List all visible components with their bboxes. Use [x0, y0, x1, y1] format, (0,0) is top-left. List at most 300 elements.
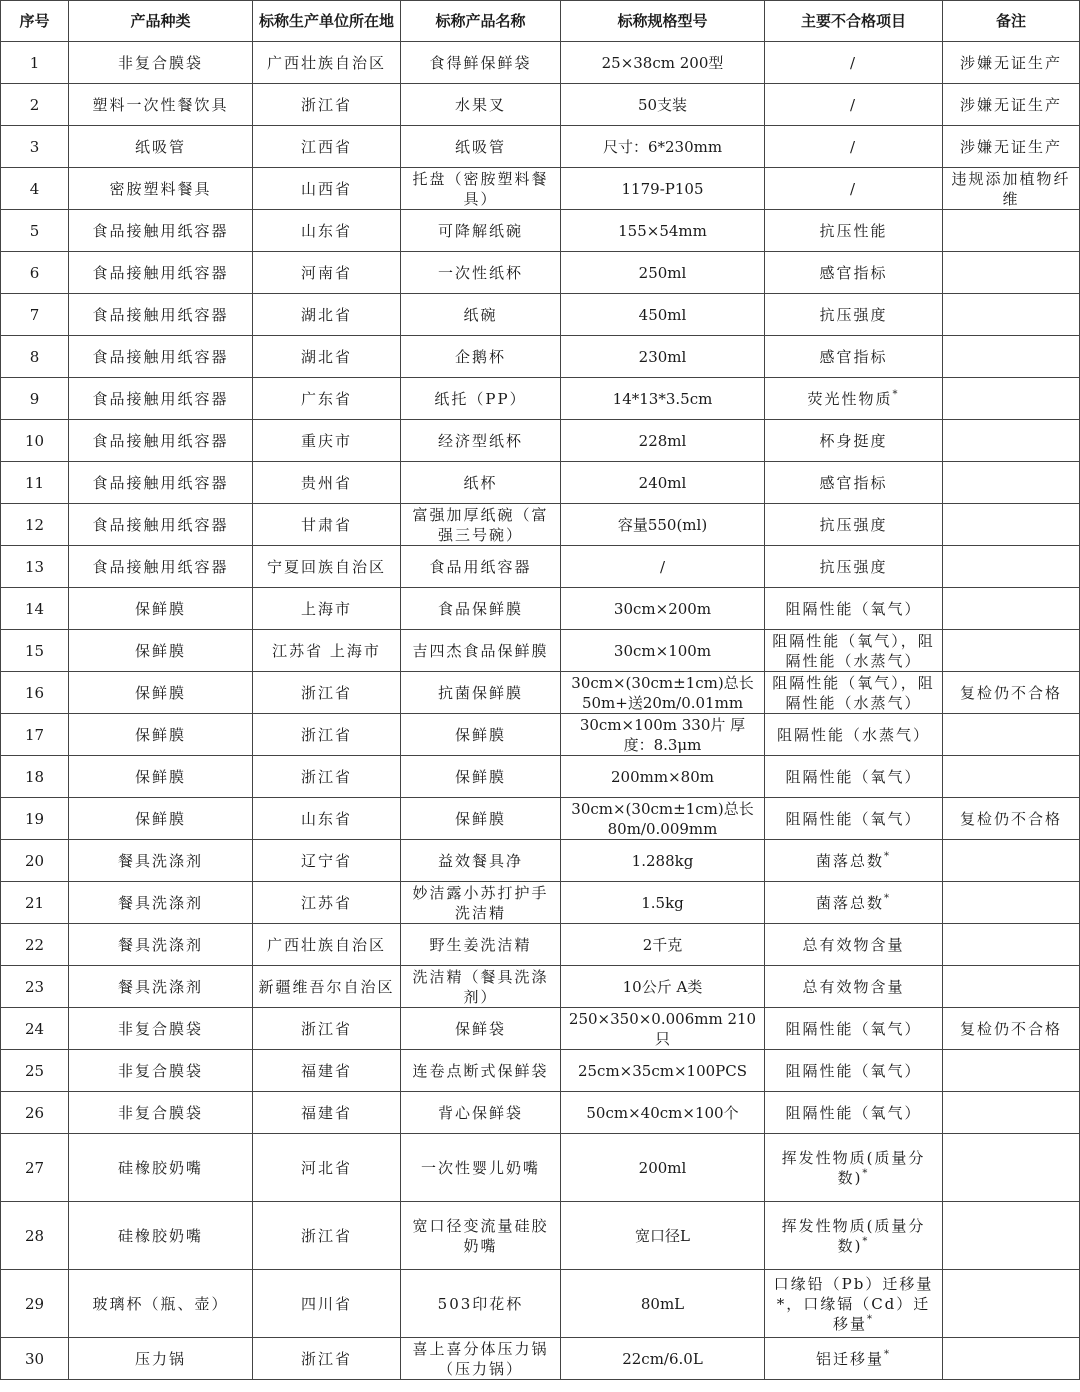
manufacturer-location	[253, 420, 401, 462]
product-category-text: 食品接触用纸容器	[92, 515, 229, 534]
remark	[943, 168, 1080, 210]
table-row	[1, 378, 1080, 420]
main-defect	[765, 42, 943, 84]
remark	[943, 1008, 1080, 1050]
row-number-text: 19	[24, 809, 45, 828]
manufacturer-location-text: 福建省	[300, 1103, 352, 1122]
row-number-text: 10	[24, 431, 45, 450]
manufacturer-location	[253, 168, 401, 210]
manufacturer-location	[253, 84, 401, 126]
product-name	[401, 1008, 561, 1050]
table-row	[1, 1050, 1080, 1092]
product-category	[69, 672, 253, 714]
table-row	[1, 1008, 1080, 1050]
product-name-text: 喜上喜分体压力锅（压力锅）	[412, 1339, 549, 1378]
manufacturer-location-text: 山东省	[300, 221, 352, 240]
remark	[943, 924, 1080, 966]
product-spec-text: 尺寸：6*230mm	[602, 137, 723, 156]
product-spec-text: 200mm×80m	[611, 767, 714, 786]
table-row	[1, 504, 1080, 546]
product-spec-text: 1.5kg	[641, 893, 684, 912]
table-row	[1, 42, 1080, 84]
product-category-text: 塑料一次性餐饮具	[92, 95, 229, 114]
manufacturer-location-text: 浙江省	[300, 95, 352, 114]
header-row	[1, 1, 1080, 42]
product-name	[401, 756, 561, 798]
product-spec-text: 50支装	[637, 95, 688, 114]
remark	[943, 630, 1080, 672]
main-defect-text: 阻隔性能（氧气）	[785, 599, 922, 618]
main-defect-text: 口缘铅（Pb）迁移量*，口缘镉（Cd）迁移量	[773, 1274, 934, 1333]
product-name	[401, 714, 561, 756]
product-spec-text: 50cm×40cm×100个	[586, 1103, 739, 1122]
product-name	[401, 378, 561, 420]
product-name-text: 纸碗	[463, 305, 498, 324]
product-name	[401, 798, 561, 840]
remark-text: 复检仍不合格	[959, 1019, 1062, 1038]
row-number	[1, 1134, 69, 1202]
product-category-text: 食品接触用纸容器	[92, 431, 229, 450]
manufacturer-location	[253, 966, 401, 1008]
product-category	[69, 1338, 253, 1380]
main-defect-text: 抗压强度	[819, 557, 888, 576]
product-category	[69, 966, 253, 1008]
manufacturer-location	[253, 1050, 401, 1092]
main-defect-text: 挥发性物质(质量分数)	[781, 1216, 926, 1255]
row-number-text: 11	[24, 473, 45, 492]
manufacturer-location-text: 江西省	[300, 137, 352, 156]
manufacturer-location-text: 浙江省	[300, 1019, 352, 1038]
row-number-text: 17	[24, 725, 45, 744]
product-name-text: 纸托（PP）	[434, 389, 527, 408]
row-number	[1, 252, 69, 294]
row-number-text: 15	[24, 641, 45, 660]
product-spec-text: 14*13*3.5cm	[612, 389, 713, 408]
product-category-text: 餐具洗涤剂	[117, 935, 203, 954]
product-category	[69, 714, 253, 756]
remark	[943, 294, 1080, 336]
product-category	[69, 798, 253, 840]
product-name-text: 纸吸管	[454, 137, 506, 156]
main-defect	[765, 84, 943, 126]
table-row	[1, 84, 1080, 126]
product-name-text: 富强加厚纸碗（富强三号碗）	[412, 505, 549, 544]
manufacturer-location	[253, 798, 401, 840]
row-number	[1, 714, 69, 756]
main-defect	[765, 294, 943, 336]
product-category	[69, 756, 253, 798]
main-defect-text: 阻隔性能（氧气）	[785, 1019, 922, 1038]
remark	[943, 588, 1080, 630]
manufacturer-location	[253, 42, 401, 84]
manufacturer-location	[253, 546, 401, 588]
manufacturer-location-text: 浙江省	[300, 725, 352, 744]
table-row	[1, 714, 1080, 756]
product-spec-text: 30cm×100m	[613, 641, 712, 660]
product-category	[69, 840, 253, 882]
row-number	[1, 462, 69, 504]
product-category	[69, 42, 253, 84]
product-spec-text: 450ml	[638, 305, 687, 324]
table-row	[1, 756, 1080, 798]
row-number-text: 9	[29, 389, 40, 408]
product-spec-text: 230ml	[638, 347, 687, 366]
asterisk-mark: *	[884, 1348, 891, 1360]
product-spec	[561, 1202, 765, 1270]
manufacturer-location-text: 辽宁省	[300, 851, 352, 870]
row-number-text: 26	[24, 1103, 45, 1122]
header-product-name: 标称产品名称	[401, 1, 561, 42]
asterisk-mark: *	[884, 892, 891, 904]
manufacturer-location	[253, 630, 401, 672]
remark	[943, 126, 1080, 168]
main-defect-text: 阻隔性能（氧气）	[785, 1103, 922, 1122]
table-row	[1, 1134, 1080, 1202]
product-spec	[561, 756, 765, 798]
row-number	[1, 126, 69, 168]
manufacturer-location	[253, 882, 401, 924]
product-category	[69, 1092, 253, 1134]
product-category	[69, 1134, 253, 1202]
product-spec	[561, 294, 765, 336]
product-spec	[561, 1338, 765, 1380]
main-defect	[765, 462, 943, 504]
main-defect	[765, 546, 943, 588]
product-spec-text: 250ml	[638, 263, 687, 282]
product-spec	[561, 966, 765, 1008]
product-category-text: 保鲜膜	[134, 767, 186, 786]
product-category-text: 食品接触用纸容器	[92, 557, 229, 576]
main-defect	[765, 966, 943, 1008]
product-category	[69, 924, 253, 966]
product-category-text: 非复合膜袋	[117, 53, 203, 72]
manufacturer-location-text: 河北省	[300, 1158, 352, 1177]
remark	[943, 252, 1080, 294]
product-category-text: 食品接触用纸容器	[92, 473, 229, 492]
remark	[943, 1092, 1080, 1134]
asterisk-mark: *	[862, 1167, 870, 1179]
main-defect-text: 阻隔性能（氧气）	[785, 809, 922, 828]
product-category-text: 玻璃杯（瓶、壶）	[92, 1294, 229, 1313]
row-number	[1, 1338, 69, 1380]
manufacturer-location-text: 江苏省 上海市	[272, 641, 381, 660]
product-category	[69, 462, 253, 504]
remark	[943, 966, 1080, 1008]
product-spec-text: 30cm×200m	[613, 599, 712, 618]
row-number	[1, 630, 69, 672]
remark	[943, 1270, 1080, 1338]
product-category-text: 食品接触用纸容器	[92, 389, 229, 408]
main-defect	[765, 672, 943, 714]
row-number-text: 6	[29, 263, 40, 282]
product-spec	[561, 672, 765, 714]
table-row	[1, 1202, 1080, 1270]
row-number-text: 16	[24, 683, 45, 702]
manufacturer-location-text: 四川省	[300, 1294, 352, 1313]
manufacturer-location	[253, 1092, 401, 1134]
product-category	[69, 546, 253, 588]
manufacturer-location	[253, 1202, 401, 1270]
table-row	[1, 252, 1080, 294]
manufacturer-location-text: 湖北省	[300, 347, 352, 366]
row-number-text: 29	[24, 1294, 45, 1313]
product-category	[69, 210, 253, 252]
manufacturer-location-text: 宁夏回族自治区	[266, 557, 386, 576]
product-spec-text: 30cm×100m 330片 厚度：8.3μm	[579, 715, 746, 754]
remark	[943, 84, 1080, 126]
remark	[943, 378, 1080, 420]
table-row	[1, 462, 1080, 504]
product-category	[69, 504, 253, 546]
product-category	[69, 1050, 253, 1092]
table-row	[1, 168, 1080, 210]
main-defect	[765, 714, 943, 756]
main-defect	[765, 210, 943, 252]
main-defect-text: 抗压强度	[819, 515, 888, 534]
table-row	[1, 588, 1080, 630]
main-defect	[765, 798, 943, 840]
table-row	[1, 672, 1080, 714]
row-number	[1, 966, 69, 1008]
product-category-text: 保鲜膜	[134, 809, 186, 828]
product-category	[69, 1202, 253, 1270]
main-defect-text: /	[849, 179, 858, 198]
main-defect	[765, 378, 943, 420]
remark	[943, 462, 1080, 504]
product-name	[401, 672, 561, 714]
product-category	[69, 630, 253, 672]
manufacturer-location	[253, 462, 401, 504]
manufacturer-location-text: 浙江省	[300, 767, 352, 786]
main-defect-text: 感官指标	[819, 473, 888, 492]
remark	[943, 420, 1080, 462]
row-number	[1, 504, 69, 546]
main-defect	[765, 420, 943, 462]
product-category	[69, 588, 253, 630]
product-spec	[561, 1134, 765, 1202]
product-name-text: 妙洁露小苏打护手洗洁精	[412, 883, 549, 922]
row-number	[1, 210, 69, 252]
product-category	[69, 126, 253, 168]
manufacturer-location-text: 山东省	[300, 809, 352, 828]
remark	[943, 1202, 1080, 1270]
main-defect	[765, 336, 943, 378]
table-row	[1, 1270, 1080, 1338]
remark-text: 涉嫌无证生产	[959, 53, 1062, 72]
row-number	[1, 924, 69, 966]
main-defect	[765, 1008, 943, 1050]
product-name-text: 吉四杰食品保鲜膜	[412, 641, 549, 660]
product-category	[69, 84, 253, 126]
row-number-text: 27	[24, 1158, 45, 1177]
manufacturer-location-text: 广西壮族自治区	[266, 935, 386, 954]
main-defect-text: 阻隔性能（氧气）	[785, 1061, 922, 1080]
product-spec-text: 228ml	[638, 431, 687, 450]
product-name-text: 洗洁精（餐具洗涤剂）	[412, 967, 549, 1006]
header-defect: 主要不合格项目	[765, 1, 943, 42]
row-number-text: 18	[24, 767, 45, 786]
table-row	[1, 210, 1080, 252]
asterisk-mark: *	[892, 388, 900, 400]
product-name-text: 背心保鲜袋	[437, 1103, 523, 1122]
row-number	[1, 1270, 69, 1338]
product-name-text: 纸杯	[463, 473, 498, 492]
product-name	[401, 630, 561, 672]
header-spec: 标称规格型号	[561, 1, 765, 42]
manufacturer-location-text: 重庆市	[300, 431, 352, 450]
product-name-text: 503印花杯	[437, 1294, 524, 1313]
product-spec	[561, 210, 765, 252]
row-number	[1, 588, 69, 630]
product-spec	[561, 630, 765, 672]
product-name	[401, 1134, 561, 1202]
main-defect-text: /	[849, 53, 858, 72]
header-no: 序号	[1, 1, 69, 42]
product-name	[401, 336, 561, 378]
main-defect	[765, 1134, 943, 1202]
product-category	[69, 1270, 253, 1338]
product-name	[401, 252, 561, 294]
row-number-text: 1	[29, 53, 40, 72]
manufacturer-location	[253, 378, 401, 420]
main-defect-text: 阻隔性能（氧气），阻隔性能（水蒸气）	[772, 631, 935, 670]
product-spec	[561, 1050, 765, 1092]
row-number-text: 30	[24, 1349, 45, 1368]
asterisk-mark: *	[867, 1313, 874, 1325]
product-spec-text: 250×350×0.006mm 210只	[568, 1009, 757, 1048]
manufacturer-location	[253, 840, 401, 882]
row-number	[1, 672, 69, 714]
row-number-text: 23	[24, 977, 45, 996]
product-spec-text: 1.288kg	[631, 851, 694, 870]
product-category-text: 非复合膜袋	[117, 1061, 203, 1080]
product-spec	[561, 126, 765, 168]
main-defect	[765, 588, 943, 630]
product-category-text: 食品接触用纸容器	[92, 221, 229, 240]
main-defect-text: 菌落总数	[815, 893, 884, 912]
product-category-text: 纸吸管	[134, 137, 186, 156]
product-spec	[561, 168, 765, 210]
product-spec	[561, 1008, 765, 1050]
product-spec	[561, 504, 765, 546]
product-category-text: 食品接触用纸容器	[92, 305, 229, 324]
product-spec	[561, 714, 765, 756]
product-name-text: 托盘（密胺塑料餐具）	[412, 169, 549, 208]
row-number	[1, 420, 69, 462]
row-number-text: 3	[29, 137, 40, 156]
main-defect-text: /	[849, 95, 858, 114]
main-defect-text: 抗压强度	[819, 305, 888, 324]
product-spec-text: 容量550(ml)	[617, 515, 708, 534]
manufacturer-location	[253, 588, 401, 630]
remark-text: 违规添加植物纤维	[951, 169, 1071, 208]
row-number-text: 13	[24, 557, 45, 576]
product-name-text: 宽口径变流量硅胶奶嘴	[412, 1216, 549, 1255]
product-spec	[561, 420, 765, 462]
product-name	[401, 546, 561, 588]
table-body	[1, 42, 1080, 1380]
main-defect	[765, 126, 943, 168]
product-category-text: 密胺塑料餐具	[109, 179, 212, 198]
main-defect	[765, 882, 943, 924]
product-category-text: 食品接触用纸容器	[92, 263, 229, 282]
product-category-text: 保鲜膜	[134, 725, 186, 744]
manufacturer-location-text: 山西省	[300, 179, 352, 198]
product-spec	[561, 252, 765, 294]
manufacturer-location-text: 广东省	[300, 389, 352, 408]
manufacturer-location	[253, 504, 401, 546]
row-number	[1, 756, 69, 798]
product-name	[401, 420, 561, 462]
row-number	[1, 546, 69, 588]
product-spec-text: 25cm×35cm×100PCS	[577, 1061, 748, 1080]
main-defect	[765, 1202, 943, 1270]
row-number	[1, 1092, 69, 1134]
manufacturer-location	[253, 1338, 401, 1380]
product-name-text: 一次性婴儿奶嘴	[420, 1158, 540, 1177]
product-name	[401, 588, 561, 630]
row-number-text: 21	[24, 893, 45, 912]
product-name	[401, 840, 561, 882]
manufacturer-location	[253, 252, 401, 294]
product-spec	[561, 882, 765, 924]
row-number-text: 14	[24, 599, 45, 618]
remark	[943, 1050, 1080, 1092]
product-category-text: 硅橡胶奶嘴	[117, 1226, 203, 1245]
manufacturer-location	[253, 1134, 401, 1202]
manufacturer-location	[253, 672, 401, 714]
product-category	[69, 336, 253, 378]
product-name	[401, 168, 561, 210]
manufacturer-location	[253, 1270, 401, 1338]
manufacturer-location-text: 浙江省	[300, 1349, 352, 1368]
manufacturer-location-text: 福建省	[300, 1061, 352, 1080]
row-number	[1, 882, 69, 924]
main-defect	[765, 630, 943, 672]
header-category: 产品种类	[69, 1, 253, 42]
product-spec	[561, 336, 765, 378]
main-defect-text: 抗压性能	[819, 221, 888, 240]
product-name	[401, 882, 561, 924]
table-row	[1, 294, 1080, 336]
manufacturer-location-text: 新疆维吾尔自治区	[258, 977, 395, 996]
row-number-text: 25	[24, 1061, 45, 1080]
row-number-text: 20	[24, 851, 45, 870]
row-number	[1, 378, 69, 420]
table-row	[1, 882, 1080, 924]
product-category-text: 餐具洗涤剂	[117, 893, 203, 912]
row-number-text: 28	[24, 1226, 45, 1245]
product-name-text: 食得鲜保鲜袋	[429, 53, 532, 72]
manufacturer-location	[253, 294, 401, 336]
product-category	[69, 294, 253, 336]
product-category-text: 非复合膜袋	[117, 1019, 203, 1038]
product-name	[401, 294, 561, 336]
manufacturer-location	[253, 336, 401, 378]
product-spec	[561, 84, 765, 126]
main-defect-text: 杯身挺度	[819, 431, 888, 450]
main-defect	[765, 1050, 943, 1092]
manufacturer-location-text: 贵州省	[300, 473, 352, 492]
remark	[943, 840, 1080, 882]
product-spec-text: 25×38cm 200型	[601, 53, 724, 72]
manufacturer-location-text: 河南省	[300, 263, 352, 282]
product-category-text: 保鲜膜	[134, 641, 186, 660]
manufacturer-location-text: 上海市	[300, 599, 352, 618]
manufacturer-location	[253, 126, 401, 168]
product-name	[401, 1202, 561, 1270]
product-category	[69, 882, 253, 924]
